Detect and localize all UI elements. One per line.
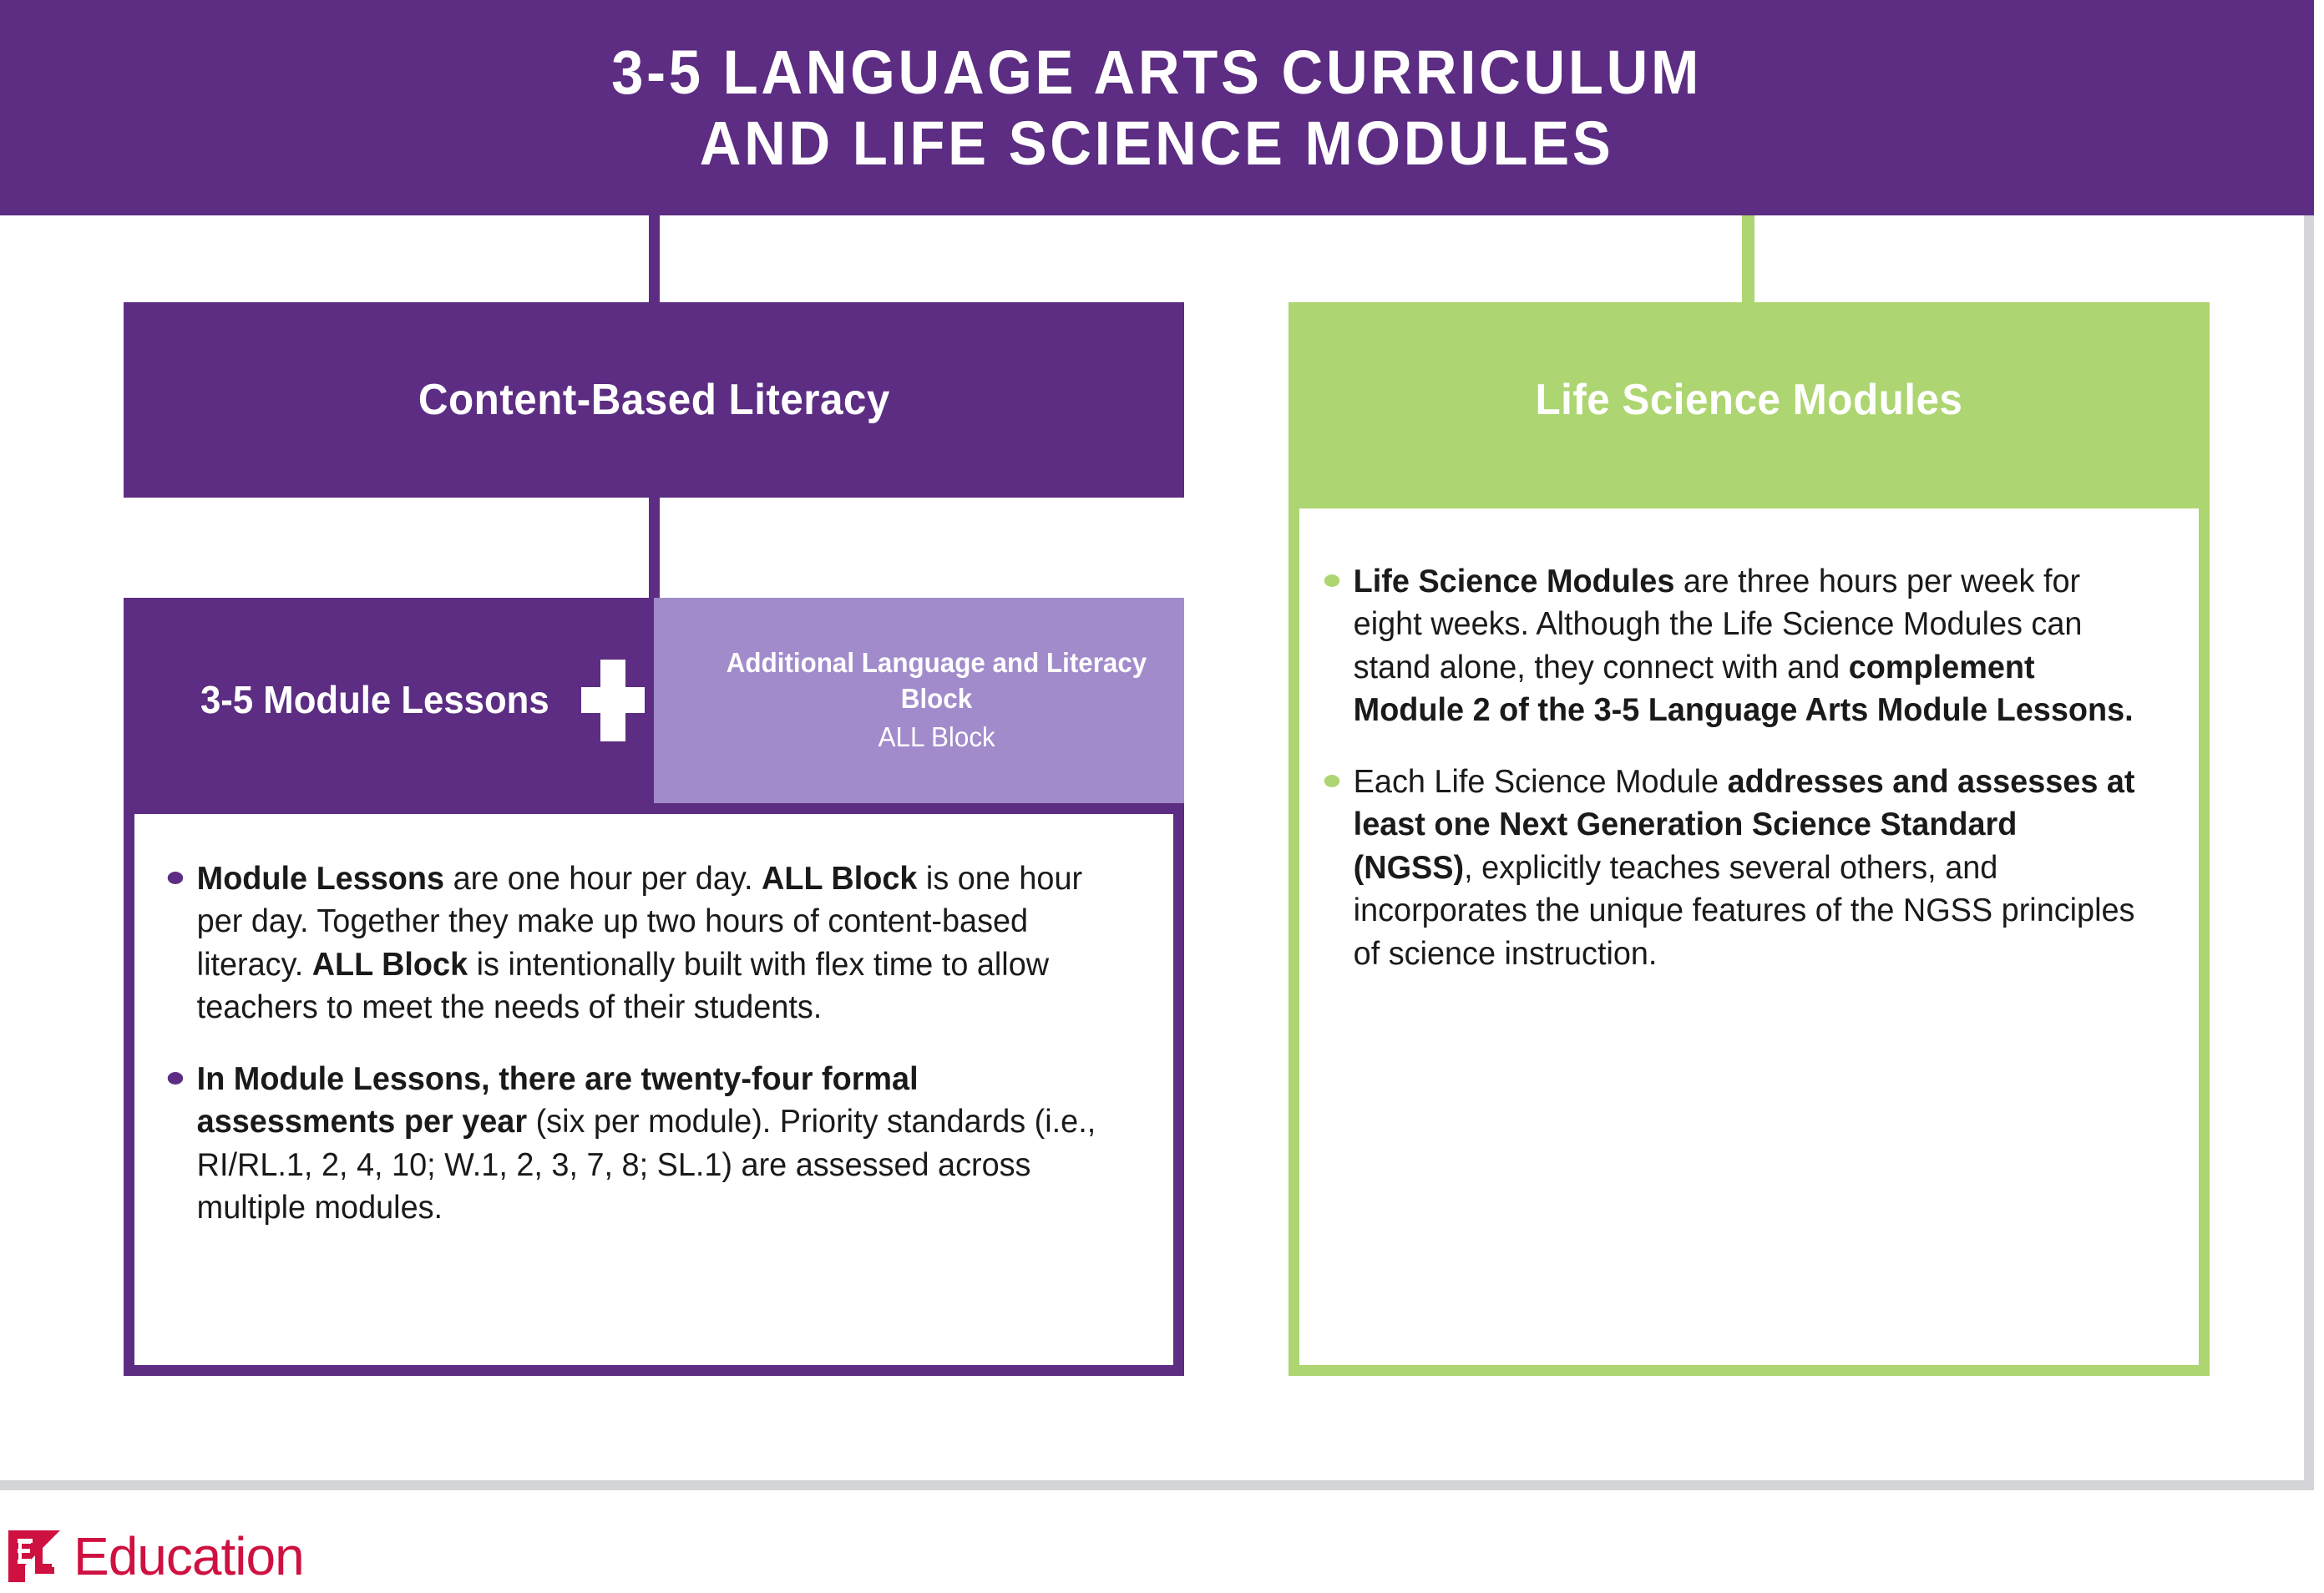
- page-title-line-1: 3-5 LANGUAGE ARTS CURRICULUM: [611, 37, 1703, 107]
- title-banner: [0, 0, 2314, 215]
- content-based-literacy-header-label: Content-Based Literacy: [418, 376, 890, 424]
- el-education-wordmark: Education: [73, 1526, 304, 1586]
- all-block-sublabel: ALL Block: [878, 721, 995, 752]
- life-science-modules-header: [1289, 302, 2210, 498]
- page-title-line-2: AND LIFE SCIENCE MODULES: [700, 109, 1614, 178]
- all-block-label: Additional Language and Literacy Block: [726, 647, 1147, 715]
- content-based-literacy-header: [124, 302, 1184, 498]
- page-title: [612, 37, 1703, 179]
- module-lessons-label: 3-5 Module Lessons: [200, 678, 549, 722]
- left-column: [124, 302, 1184, 498]
- module-lessons-all-block-row: [124, 598, 1184, 803]
- connector-purple-middle: [649, 498, 660, 599]
- life-science-modules-body: [1289, 498, 2210, 1376]
- connector-green-top: [1742, 215, 1754, 303]
- list-item: Module Lessons are one hour per day. ALL Block is one hour per day. Together they make up two hours of content-based literacy. ALL Block is intentionally built with flex time to allow teachers to meet the needs of their students.: [161, 857, 1106, 1029]
- life-science-modules-header-label: Life Science Modules: [1535, 376, 1963, 424]
- el-education-flag-icon: [8, 1530, 60, 1582]
- footer: [8, 1526, 304, 1586]
- module-lessons-box: [124, 598, 654, 803]
- list-item: Life Science Modules are three hours per week for eight weeks. Although the Life Science Modules can stand alone, they connect with and complement Module 2 of the 3-5 Language Arts Module Lessons.: [1318, 560, 2140, 732]
- right-bullet-list: [1318, 560, 2165, 975]
- all-block-box: [654, 598, 1184, 803]
- content-based-literacy-body: [124, 803, 1184, 1376]
- connector-purple-top: [649, 215, 660, 303]
- left-bullet-list: [161, 857, 1135, 1230]
- list-item: In Module Lessons, there are twenty-four formal assessments per year (six per module). Priority standards (i.e., RI/RL.1, 2, 4, 10; W.1, 2, 3, 7, 8; SL.1) are assessed across multiple modules.: [161, 1058, 1106, 1230]
- list-item: Each Life Science Module addresses and assesses at least one Next Generation Science Standard (NGSS), explicitly teaches several others, and incorporates the unique features of the NGSS principles of science instruction.: [1318, 761, 2140, 975]
